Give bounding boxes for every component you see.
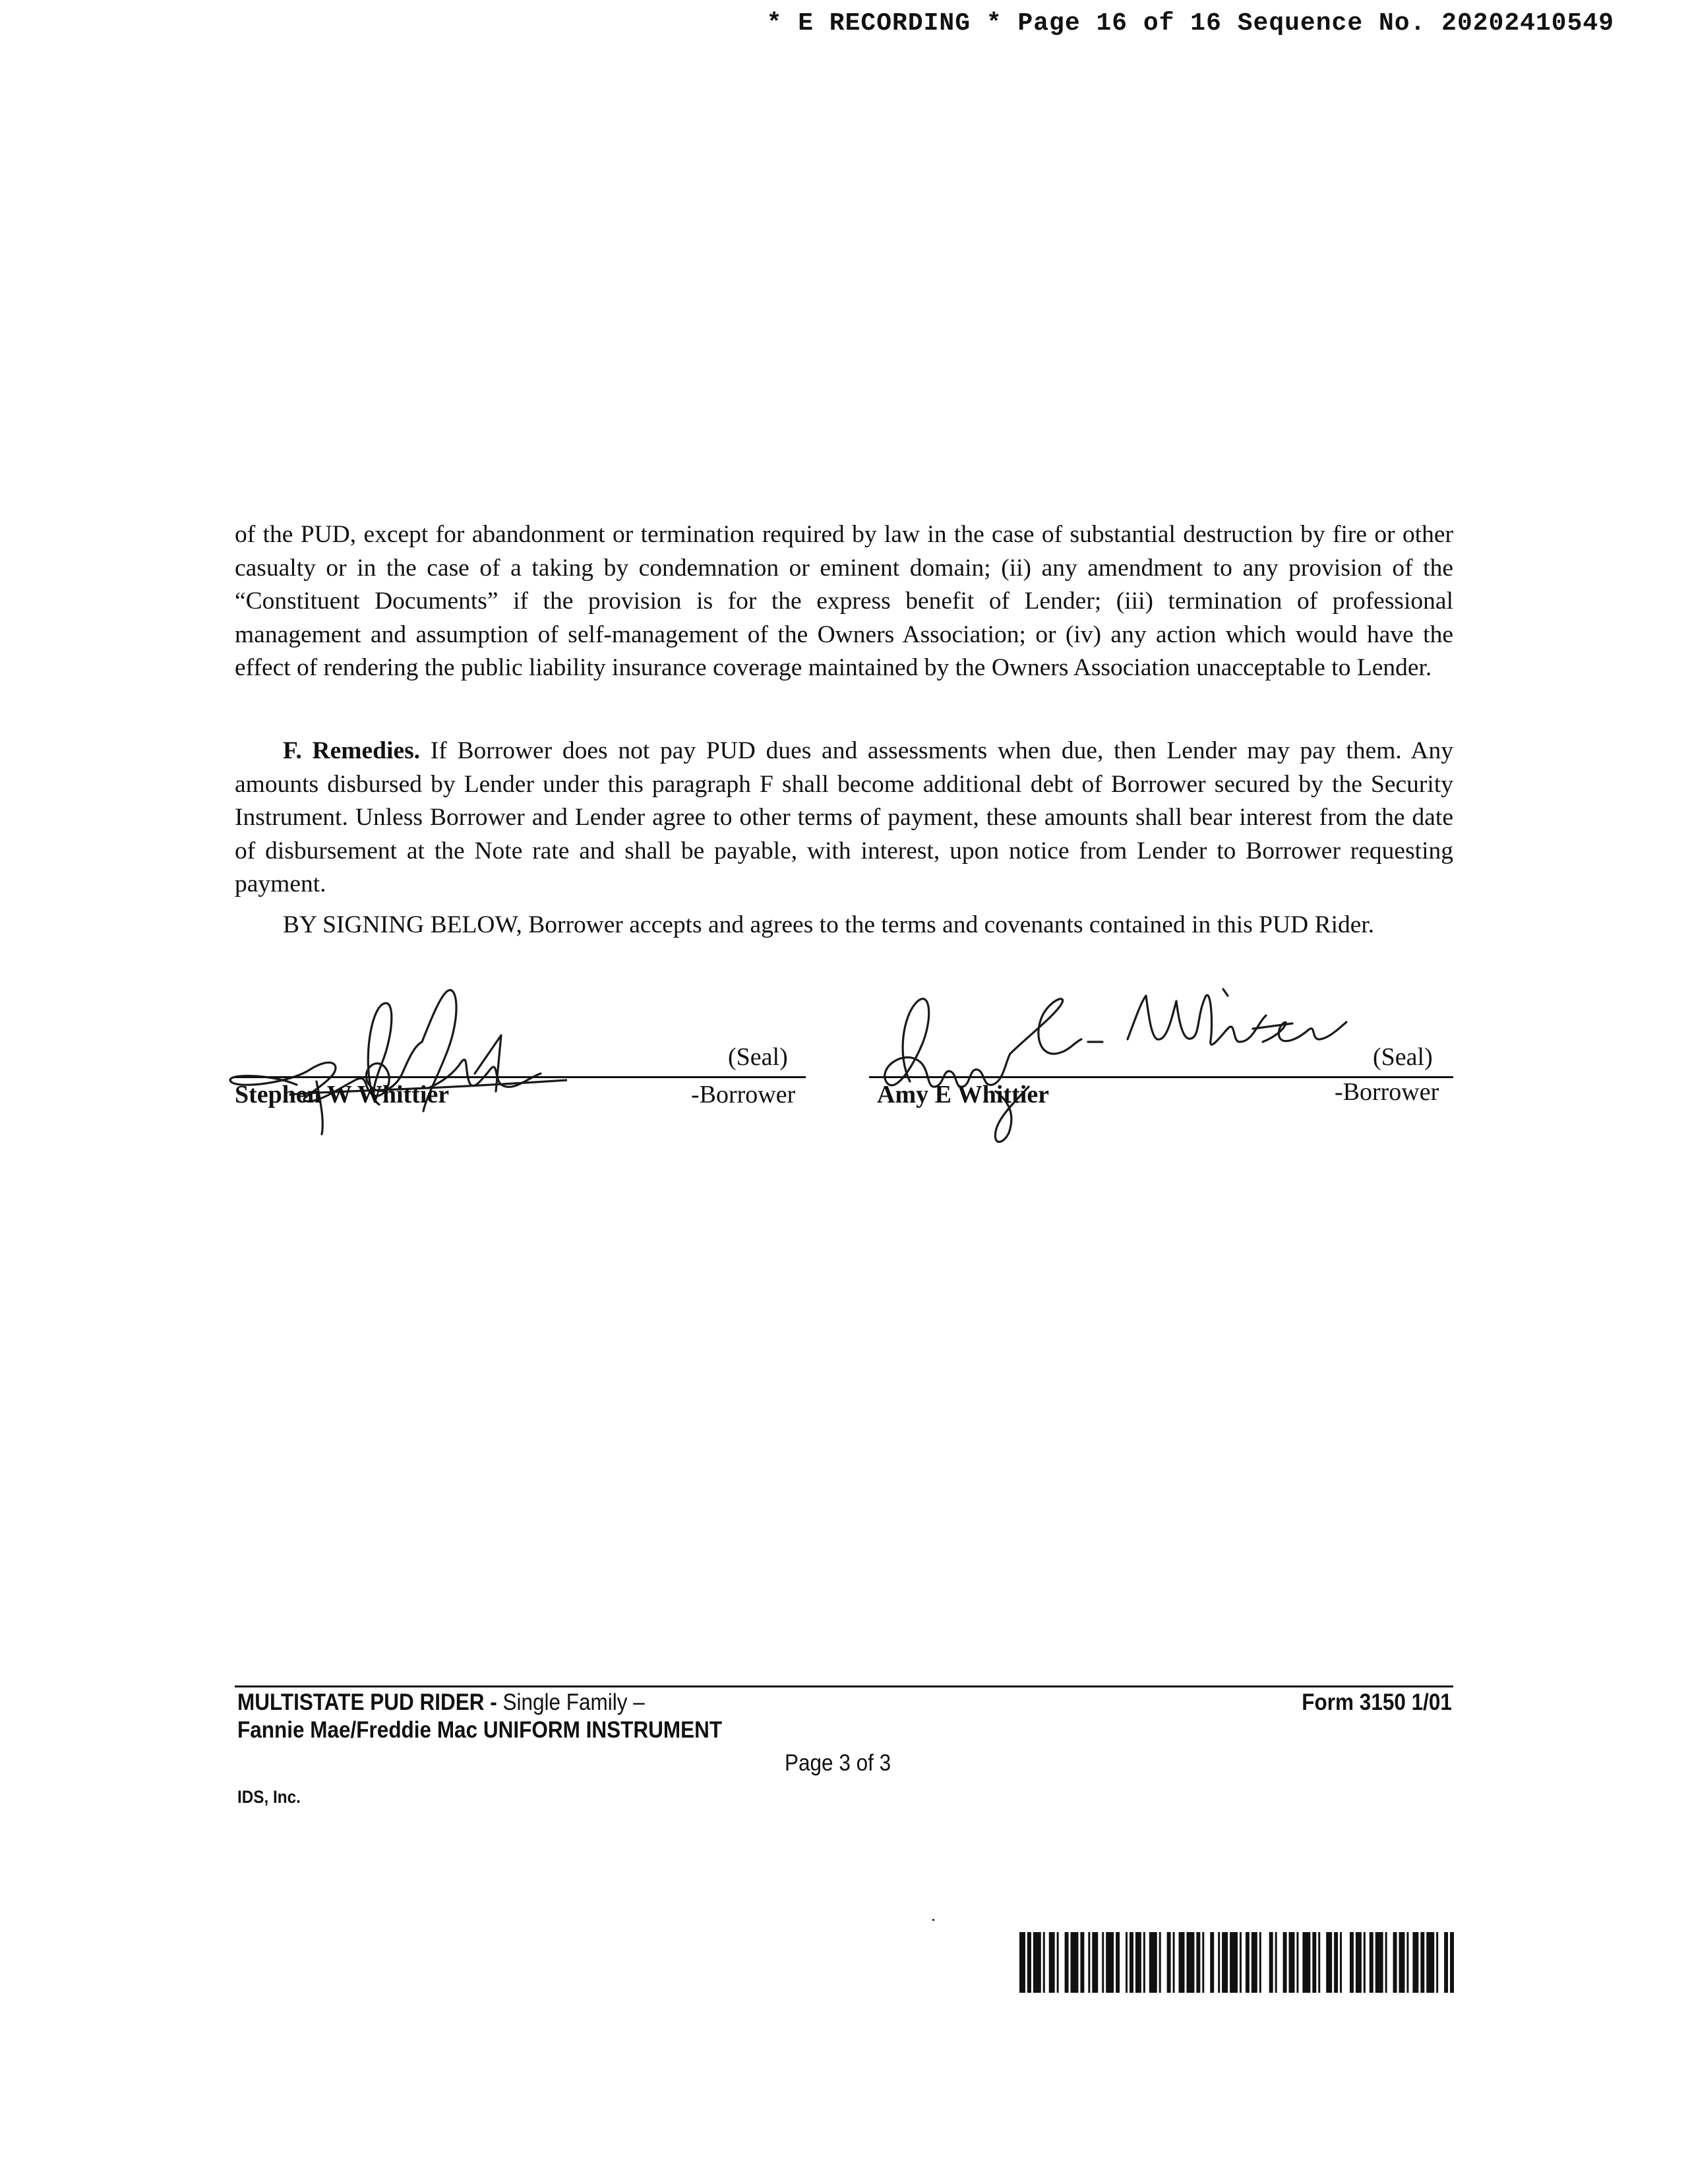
paragraph-pud-amendments: of the PUD, except for abandonment or termination required by law in the case of substantial destruction by fire or other casualty or in the case of a taking by condemnation or eminent domain; (ii) any amendment to any provision of the “Constituent Documents” if the provision is for the express benefit of Lender; (iii) termination of professional management and assumption of self-management of the Owners Association; or (iv) any action which would have the effect of rendering the public liability insurance coverage maintained by the Owners Association unacceptable to Lender. bbox=[235, 521, 1453, 681]
barcode-bar bbox=[1340, 1932, 1342, 1993]
paragraph-acceptance: BY SIGNING BELOW, Borrower accepts and agrees to the terms and covenants contained in this PUD Rider. bbox=[283, 911, 1375, 938]
barcode-bar bbox=[1283, 1932, 1287, 1993]
barcode-bar bbox=[1130, 1932, 1133, 1993]
barcode-bar bbox=[1240, 1932, 1242, 1993]
borrower-name-1: Stephen W Whittier bbox=[235, 1081, 450, 1108]
barcode-bar bbox=[1149, 1932, 1157, 1993]
form-title-rest: Single Family – bbox=[497, 1689, 645, 1715]
barcode-bar bbox=[1385, 1932, 1387, 1993]
barcode-bar bbox=[1296, 1932, 1298, 1993]
barcode-bar bbox=[1159, 1932, 1161, 1993]
barcode-bar bbox=[1210, 1932, 1214, 1993]
barcode-bar bbox=[1412, 1932, 1418, 1993]
barcode-bar bbox=[1230, 1932, 1238, 1993]
barcode-bar bbox=[1275, 1932, 1277, 1993]
signature-line-1 bbox=[235, 1076, 806, 1078]
barcode-bar bbox=[1033, 1932, 1041, 1993]
borrower-role-1: -Borrower bbox=[691, 1081, 796, 1108]
signature-amy-whittier bbox=[857, 976, 1358, 1147]
barcode-bar bbox=[1399, 1932, 1405, 1993]
barcode-bar bbox=[1186, 1932, 1194, 1993]
barcode-bar bbox=[1334, 1932, 1338, 1993]
page-number: Page 3 of 3 bbox=[785, 1750, 891, 1776]
borrower-role-2: -Borrower bbox=[1335, 1078, 1439, 1106]
barcode-bar bbox=[1049, 1932, 1055, 1993]
barcode-bar bbox=[1356, 1932, 1362, 1993]
barcode-bar bbox=[1071, 1932, 1079, 1993]
recording-header: * E RECORDING * Page 16 of 16 Sequence No. 20202410549 bbox=[766, 9, 1614, 38]
barcode-bar bbox=[1375, 1932, 1383, 1993]
barcode-bar bbox=[1259, 1932, 1261, 1993]
remedies-text: If Borrower does not pay PUD dues and assessments when due, then Lender may pay them. Any amounts disbursed by Lender under this paragraph F shall become additional debt of Borrower secured by the Security Instrument. Unless Borrower and Lender agree to other terms of payment, these amounts shall bear interest from the date of disbursement at the Note rate and shall be payable, with interest, upon notice from Lender to Borrower requesting payment. bbox=[235, 737, 1453, 897]
barcode-bar bbox=[1246, 1932, 1250, 1993]
publisher: IDS, Inc. bbox=[237, 1787, 301, 1807]
barcode-bar bbox=[1251, 1932, 1257, 1993]
borrower-name-2: Amy E Whittier bbox=[877, 1081, 1050, 1108]
seal-label-2: (Seal) bbox=[1373, 1043, 1433, 1071]
barcode-bar bbox=[1196, 1932, 1200, 1993]
barcode-bar bbox=[1406, 1932, 1408, 1993]
barcode-bar bbox=[1289, 1932, 1295, 1993]
barcode-bar bbox=[1143, 1932, 1145, 1993]
barcode-bar bbox=[1393, 1932, 1397, 1993]
barcode-bar bbox=[1370, 1932, 1373, 1993]
form-number: Form 3150 1/01 bbox=[1302, 1689, 1452, 1715]
form-title-bold: MULTISTATE PUD RIDER - bbox=[237, 1689, 497, 1715]
barcode-bar bbox=[1173, 1932, 1175, 1993]
remedies-heading: F. Remedies. bbox=[283, 737, 421, 764]
barcode-bar bbox=[1027, 1932, 1031, 1993]
barcode-bar bbox=[1102, 1932, 1104, 1993]
barcode-bar bbox=[1202, 1932, 1204, 1993]
barcode-bar bbox=[1092, 1932, 1098, 1993]
barcode-bar bbox=[1420, 1932, 1424, 1993]
barcode-bar bbox=[1043, 1932, 1045, 1993]
barcode-bar bbox=[1116, 1932, 1120, 1993]
barcode-bar bbox=[1269, 1932, 1273, 1993]
barcode-bar bbox=[1065, 1932, 1069, 1993]
barcode-bar bbox=[1135, 1932, 1141, 1993]
signature-stephen-whittier bbox=[198, 956, 567, 1147]
barcode-bar bbox=[1179, 1932, 1185, 1993]
barcode-bar bbox=[1436, 1932, 1438, 1993]
form-title bbox=[237, 1689, 645, 1716]
barcode-bar bbox=[1318, 1932, 1320, 1993]
barcode-bar bbox=[1080, 1932, 1084, 1993]
footer-rule bbox=[235, 1685, 1453, 1687]
stray-mark bbox=[932, 1919, 934, 1921]
barcode-bar bbox=[1350, 1932, 1354, 1993]
barcode-bar bbox=[1326, 1932, 1332, 1993]
barcode-bar bbox=[1126, 1932, 1128, 1993]
barcode-bar bbox=[1106, 1932, 1114, 1993]
barcode-bar bbox=[1364, 1932, 1366, 1993]
barcode-bar bbox=[1450, 1932, 1454, 1993]
barcode-bar bbox=[1426, 1932, 1434, 1993]
barcode-bar bbox=[1312, 1932, 1316, 1993]
barcode-bar bbox=[1302, 1932, 1310, 1993]
barcode bbox=[1019, 1932, 1456, 1993]
barcode-bar bbox=[1167, 1932, 1171, 1993]
seal-label-1: (Seal) bbox=[728, 1043, 788, 1071]
barcode-bar bbox=[1218, 1932, 1220, 1993]
paragraph-remedies bbox=[235, 735, 1453, 901]
barcode-bar bbox=[1222, 1932, 1228, 1993]
form-subtitle: Fannie Mae/Freddie Mac UNIFORM INSTRUMENT bbox=[237, 1717, 723, 1743]
barcode-bar bbox=[1057, 1932, 1059, 1993]
barcode-bar bbox=[1088, 1932, 1090, 1993]
barcode-bar bbox=[1444, 1932, 1448, 1993]
barcode-bar bbox=[1019, 1932, 1025, 1993]
